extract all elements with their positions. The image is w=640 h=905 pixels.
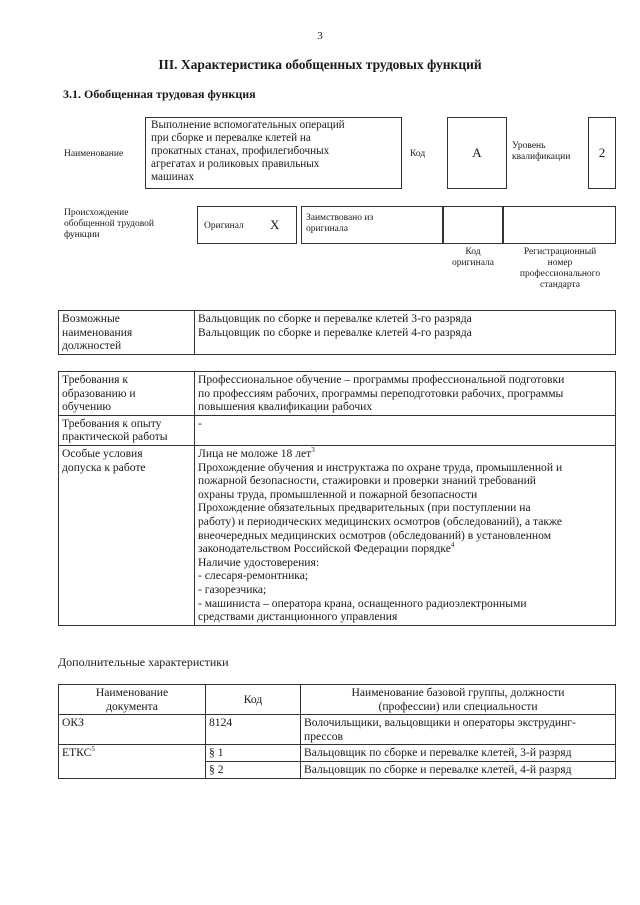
- level-label-line: квалификации: [512, 152, 571, 162]
- position-item: Вальцовщик по сборке и перевалке клетей 3-го разряда: [198, 312, 472, 325]
- additional-title: Дополнительные характеристики: [58, 655, 229, 669]
- header-code: Код: [206, 685, 301, 715]
- education-line: повышения квалификации рабочих: [198, 400, 373, 414]
- footnote-ref: 3: [311, 446, 315, 455]
- table-row: [59, 372, 616, 416]
- origin-label-line: Происхождение: [64, 208, 129, 218]
- special-line: охраны труда, промышленной и пожарной безопасности: [198, 487, 478, 501]
- special-age: Лица не моложе 18 лет: [198, 446, 312, 460]
- cell-name-line: прессов: [304, 729, 343, 743]
- footnote-ref: 5: [91, 745, 95, 754]
- cell-doc: ОКЗ: [59, 715, 206, 745]
- header-name-line: (профессии) или специальности: [378, 699, 538, 713]
- level-value: 2: [598, 145, 606, 160]
- cell-code: § 1: [206, 745, 301, 762]
- special-law-line: [198, 542, 612, 556]
- table-row: [59, 761, 616, 778]
- table-row: [59, 311, 616, 355]
- cell-code: § 2: [206, 761, 301, 778]
- function-name-line: машинах: [151, 171, 195, 183]
- registration-number-box: [503, 206, 616, 244]
- header-name: [301, 685, 616, 715]
- function-name-line: Выполнение вспомогательных операций: [151, 119, 345, 131]
- positions-label: [59, 311, 195, 355]
- special-label-line: допуска к работе: [62, 460, 146, 474]
- level-label: [512, 141, 570, 163]
- header-doc-line: Наименование: [95, 686, 169, 699]
- education-value: [195, 372, 616, 416]
- table-header-row: [59, 685, 616, 715]
- education-label-line: обучению: [62, 400, 112, 414]
- table-row: [59, 415, 616, 445]
- special-line: Прохождение обучения и инструктажа по охране труда, промышленной и: [198, 460, 563, 474]
- cell-name: [301, 715, 616, 745]
- education-label: [59, 372, 195, 416]
- origin-label: [64, 208, 154, 241]
- reg-caption-line: Регистрационный: [523, 247, 597, 257]
- level-label-line: Уровень: [512, 141, 546, 151]
- subsection-title: 3.1. Обобщенная трудовая функция: [63, 87, 256, 101]
- original-mark: X: [270, 217, 280, 232]
- code-caption-line: оригинала: [452, 258, 494, 268]
- positions-label-line: наименования: [62, 325, 133, 339]
- origin-original-box: [197, 206, 297, 244]
- cell-name-line: Волочильщики, вальцовщики и операторы экструдинг-: [304, 716, 576, 730]
- borrowed-label-line: оригинала: [306, 224, 348, 234]
- borrowed-label-line: Заимствовано из: [306, 213, 374, 223]
- code-caption: [443, 247, 503, 269]
- function-name-box: [145, 117, 402, 189]
- special-line: - слесаря-ремонтника;: [198, 569, 309, 583]
- level-value-box: [588, 117, 616, 189]
- table-row: [59, 715, 616, 745]
- original-label: Оригинал: [204, 221, 244, 231]
- experience-label-line: Требования к опыту: [62, 416, 162, 430]
- special-line: - газорезчика;: [198, 582, 267, 596]
- positions-label-line: Возможные: [62, 312, 120, 325]
- origin-label-line: функции: [64, 230, 100, 240]
- cell-code: 8124: [206, 715, 301, 745]
- header-doc-line: документа: [106, 699, 158, 713]
- function-name-line: при сборке и перевалке клетей на: [151, 132, 311, 144]
- education-line: Профессиональное обучение – программы профессиональной подготовки: [198, 373, 565, 386]
- experience-label: [59, 415, 195, 445]
- code-value-box: [447, 117, 507, 189]
- special-law: законодательством Российской Федерации порядке: [198, 542, 451, 556]
- experience-value: -: [195, 415, 616, 445]
- additional-table: [58, 684, 616, 779]
- reg-caption-line: номер: [547, 258, 573, 268]
- positions-label-line: должностей: [62, 339, 122, 353]
- code-label: Код: [410, 149, 426, 159]
- header-doc: [59, 685, 206, 715]
- code-caption-line: Код: [465, 247, 481, 257]
- footnote-ref: 4: [450, 541, 455, 550]
- table-row: [59, 745, 616, 762]
- positions-table: [58, 310, 616, 355]
- special-line: - машиниста – оператора крана, оснащенного радиоэлектронными: [198, 596, 527, 610]
- experience-label-line: практической работы: [62, 430, 168, 444]
- special-line: внеочередных медицинских осмотров (обследований) в установленном: [198, 528, 552, 542]
- code-value: А: [472, 145, 482, 160]
- cell-name: Вальцовщик по сборке и перевалке клетей, 3-й разряд: [301, 745, 616, 762]
- cell-doc: [59, 761, 206, 778]
- special-line: Наличие удостоверения:: [198, 555, 320, 569]
- origin-borrowed-box: [301, 206, 443, 244]
- reg-caption: [500, 247, 620, 291]
- page-number: 3: [317, 30, 323, 42]
- function-name-line: агрегатах и роликовых правильных: [151, 158, 320, 170]
- position-item: Вальцовщик по сборке и перевалке клетей 4-го разряда: [198, 325, 472, 339]
- special-line: пожарной безопасности, стажировки и проверки знаний требований: [198, 474, 536, 488]
- origin-label-line: обобщенной трудовой: [64, 219, 154, 229]
- special-line: Прохождение обязательных предварительных (при поступлении на: [198, 501, 531, 515]
- education-label-line: образованию и: [62, 386, 136, 400]
- name-label: Наименование: [64, 149, 124, 159]
- special-label-line: Особые условия: [62, 446, 143, 460]
- positions-values: [195, 311, 616, 355]
- function-name-line: прокатных станах, профилегибочных: [151, 145, 330, 157]
- table-row: [59, 445, 616, 625]
- special-value: [195, 445, 616, 625]
- education-label-line: Требования к: [62, 373, 129, 386]
- reg-caption-line: стандарта: [540, 280, 580, 290]
- special-age-line: [198, 447, 612, 461]
- requirements-table: [58, 371, 616, 626]
- education-line: по профессиям рабочих, программы переподготовки рабочих, программы: [198, 386, 564, 400]
- special-label: [59, 445, 195, 625]
- original-code-box: [443, 206, 503, 244]
- cell-name: Вальцовщик по сборке и перевалке клетей, 4-й разряд: [301, 761, 616, 778]
- header-name-line: Наименование базовой группы, должности: [351, 686, 565, 699]
- section-title: III. Характеристика обобщенных трудовых функций: [158, 57, 482, 72]
- special-line: средствами дистанционного управления: [198, 610, 398, 624]
- special-line: работу) и периодических медицинских осмотров (обследований), а также: [198, 514, 562, 528]
- cell-doc: [59, 745, 206, 762]
- reg-caption-line: профессионального: [519, 269, 601, 279]
- cell-doc-text: ЕТКС: [62, 746, 92, 760]
